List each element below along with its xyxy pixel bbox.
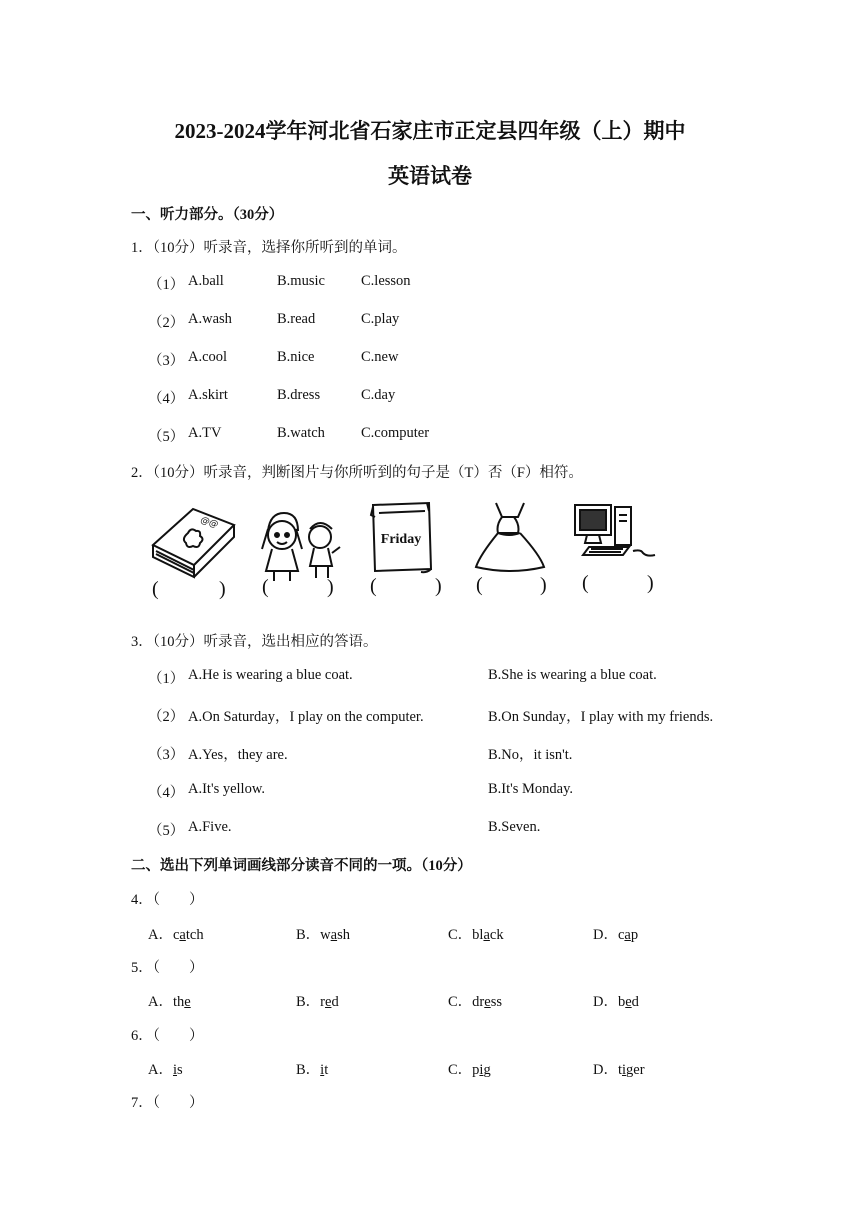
- q1-option-a: A.skirt: [188, 387, 228, 403]
- q3-stem: 3．（10分）听录音，选出相应的答语。: [131, 634, 378, 650]
- page-title-line1: 2023-2024学年河北省石家庄市正定县四年级（上）期中: [174, 119, 686, 143]
- q6-option-d: D．tiger: [593, 1062, 645, 1078]
- q2-stem: 2．（10分）听录音，判断图片与你所听到的句子是（T）否（F）相符。: [131, 465, 583, 481]
- underlined-letter: i: [320, 1062, 325, 1078]
- underlined-letter: e: [484, 994, 491, 1010]
- answer-paren-open: (: [262, 576, 269, 598]
- q1-option-c: C.day: [361, 387, 396, 403]
- q1-item-number: （1）: [148, 277, 185, 293]
- underlined-letter: i: [622, 1062, 627, 1078]
- q4-option-b: B．wash: [296, 927, 350, 943]
- q4-option-a: A．catch: [148, 927, 204, 943]
- answer-paren-open: (: [476, 574, 483, 596]
- q1-option-b: B.nice: [277, 349, 315, 365]
- q1-option-b: B.music: [277, 273, 325, 289]
- answer-paren-close: ): [540, 574, 547, 596]
- q3-option-b: B.Seven.: [488, 819, 541, 835]
- q3-item-number: （4）: [148, 785, 185, 801]
- q3-option-b: B.She is wearing a blue coat.: [488, 667, 657, 683]
- q3-option-b: B.On Sunday，I play with my friends.: [488, 709, 714, 725]
- calendar-day-text: Friday: [380, 532, 422, 547]
- underlined-letter: i: [172, 1062, 178, 1078]
- q3-option-b: B.It's Monday.: [488, 781, 574, 797]
- svg-text:@@: @@: [199, 515, 220, 531]
- underlined-letter: a: [179, 927, 186, 943]
- q1-stem: 1．（10分）听录音，选择你所听到的单词。: [131, 240, 407, 256]
- q6-stem: 6．（ ）: [131, 1028, 204, 1044]
- q3-option-a: A.It's yellow.: [188, 781, 265, 797]
- page-title-line2: 英语试卷: [388, 164, 472, 188]
- q3-item-number: （5）: [148, 823, 185, 839]
- q3-item-number: （1）: [148, 671, 185, 687]
- q3-option-a: A.Yes，they are.: [188, 747, 288, 763]
- answer-paren-close: ): [327, 576, 334, 598]
- q1-option-a: A.cool: [188, 349, 228, 365]
- q3-item-number: （2）: [148, 709, 185, 725]
- q4-stem: 4．（ ）: [131, 892, 204, 908]
- section2-heading: 二、选出下列单词画线部分读音不同的一项。（10分）: [131, 858, 472, 874]
- q1-option-c: C.lesson: [361, 273, 411, 289]
- q3-option-a: A.Five.: [188, 819, 232, 835]
- q3-option-a: A.On Saturday，I play on the computer.: [188, 709, 424, 725]
- q1-option-a: A.TV: [188, 425, 222, 441]
- q4-option-d: D．cap: [593, 927, 639, 943]
- q5-option-b: B．red: [296, 994, 339, 1010]
- answer-paren-close: ): [219, 578, 226, 600]
- q1-item-number: （2）: [148, 315, 185, 331]
- q6-option-a: A．is: [148, 1062, 183, 1078]
- section1-heading: 一、听力部分。（30分）: [131, 207, 284, 223]
- q1-item-number: （5）: [148, 429, 185, 445]
- answer-paren-open: (: [370, 575, 377, 597]
- answer-paren-close: ): [435, 575, 442, 597]
- q7-stem: 7．（ ）: [131, 1095, 204, 1111]
- q6-option-b: B．it: [296, 1062, 329, 1078]
- underlined-letter: a: [624, 927, 631, 943]
- answer-paren-open: (: [152, 578, 159, 600]
- q4-option-c: C．black: [448, 927, 504, 943]
- underlined-letter: e: [325, 994, 332, 1010]
- underlined-letter: a: [330, 927, 338, 943]
- q1-option-a: A.ball: [188, 273, 224, 289]
- q1-option-c: C.computer: [361, 425, 430, 441]
- q3-option-b: B.No，it isn't.: [488, 747, 573, 763]
- q5-option-a: A．the: [148, 994, 191, 1010]
- underlined-letter: e: [184, 994, 191, 1010]
- q1-item-number: （3）: [148, 353, 185, 369]
- q3-option-a: A.He is wearing a blue coat.: [188, 667, 353, 683]
- q5-option-d: D．bed: [593, 994, 639, 1010]
- underlined-letter: i: [479, 1062, 484, 1078]
- q1-option-c: C.play: [361, 311, 400, 327]
- q1-option-b: B.dress: [277, 387, 321, 403]
- q1-option-b: B.watch: [277, 425, 325, 441]
- q1-option-c: C.new: [361, 349, 399, 365]
- underlined-letter: e: [625, 994, 632, 1010]
- q5-stem: 5．（ ）: [131, 960, 204, 976]
- q5-option-c: C．dress: [448, 994, 502, 1010]
- q3-item-number: （3）: [148, 747, 185, 763]
- q1-option-a: A.wash: [188, 311, 232, 327]
- calendar-icon: [369, 495, 435, 611]
- answer-paren-open: (: [582, 572, 589, 594]
- q6-option-c: C．pig: [448, 1062, 491, 1078]
- answer-paren-close: ): [647, 572, 654, 594]
- q1-option-b: B.read: [277, 311, 316, 327]
- underlined-letter: a: [483, 927, 490, 943]
- q1-item-number: （4）: [148, 391, 185, 407]
